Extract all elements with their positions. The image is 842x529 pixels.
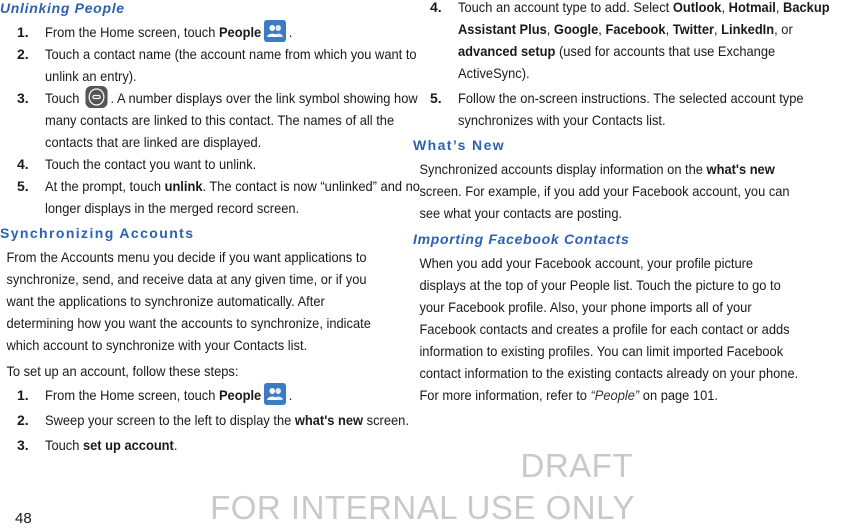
watermark-line-1: DRAFT <box>520 447 633 484</box>
right-column <box>413 0 830 406</box>
people-icon <box>264 383 286 405</box>
synchronizing-paragraph: From the Accounts menu you decide if you want applications to synchronize, send, and receive data at any given time, or if you want the applications to synchronize automatically. After determining how you want the accounts to synchronize, indicate which account to synchronize with your Contacts list. <box>6 249 371 353</box>
setup-step-3: 3. Touch set up account. <box>0 434 384 456</box>
step-number: 3. <box>17 90 29 106</box>
left-column <box>0 0 420 456</box>
watermark-line-2: FOR INTERNAL USE ONLY <box>210 489 635 526</box>
synchronizing-accounts-heading: Synchronizing Accounts <box>0 225 195 241</box>
step-number: 1. <box>17 387 29 403</box>
step-number: 3. <box>17 437 29 453</box>
whats-new-paragraph: Synchronized accounts display information on the what's new screen. For example, if you add your Facebook account, you can see what your contacts are posting. <box>419 161 790 221</box>
importing-facebook-contacts-heading: Importing Facebook Contacts <box>413 231 630 247</box>
step-number: 5. <box>430 90 442 106</box>
page-number: 48 <box>15 510 32 527</box>
step-number: 2. <box>17 46 29 62</box>
setup-step-4: 4. Touch an account type to add. Select Outlook, Hotmail, Backup Assistant Plus, Google, Facebook, Twitter, LinkedIn, or advanced setup (used for accounts that use Exchange ActiveSync). <box>413 0 799 84</box>
unlinking-step-3: 3. Touch . A number displays over the link symbol showing how many contacts are linked to this contact. The names of all the contacts that are linked are displayed. <box>0 87 384 153</box>
setup-step-5: 5. Follow the on-screen instructions. The selected account type synchronizes with your Contacts list. <box>413 87 799 131</box>
step-number: 1. <box>17 24 29 40</box>
setup-step-1: 1. From the Home screen, touch People . <box>0 384 384 406</box>
people-icon <box>264 20 286 42</box>
unlinking-step-4: 4. Touch the contact you want to unlink. <box>0 153 384 175</box>
importing-paragraph: When you add your Facebook account, your profile picture displays at the top of your People list. Touch the picture to go to your Facebook profile. Also, your phone imports all of your Facebook contacts and creates a profile for each contact or adds information to existing profiles. You can limit imported Facebook contact information to the existing contacts already on your phone. For more information, refer to “People” on page 101. <box>419 255 799 403</box>
step-number: 4. <box>17 156 29 172</box>
unlinking-step-1: 1. From the Home screen, touch People . <box>0 21 384 43</box>
whats-new-heading: What’s New <box>413 137 506 153</box>
draft-watermark <box>0 445 799 529</box>
unlinking-step-5: 5. At the prompt, touch unlink. The contact is now “unlinked” and no longer displays in the merged record screen. <box>0 175 384 219</box>
unlinking-people-heading: Unlinking People <box>0 0 125 16</box>
step-number: 2. <box>17 412 29 428</box>
setup-step-2: 2. Sweep your screen to the left to display the what's new screen. <box>0 409 384 431</box>
link-icon <box>86 86 108 108</box>
setup-intro-paragraph: To set up an account, follow these steps: <box>6 363 239 379</box>
step-number: 4. <box>430 0 442 15</box>
unlinking-step-2: 2. Touch a contact name (the account name from which you want to unlink an entry). <box>0 43 384 87</box>
step-number: 5. <box>17 178 29 194</box>
people-cross-reference: “People” <box>590 387 640 403</box>
